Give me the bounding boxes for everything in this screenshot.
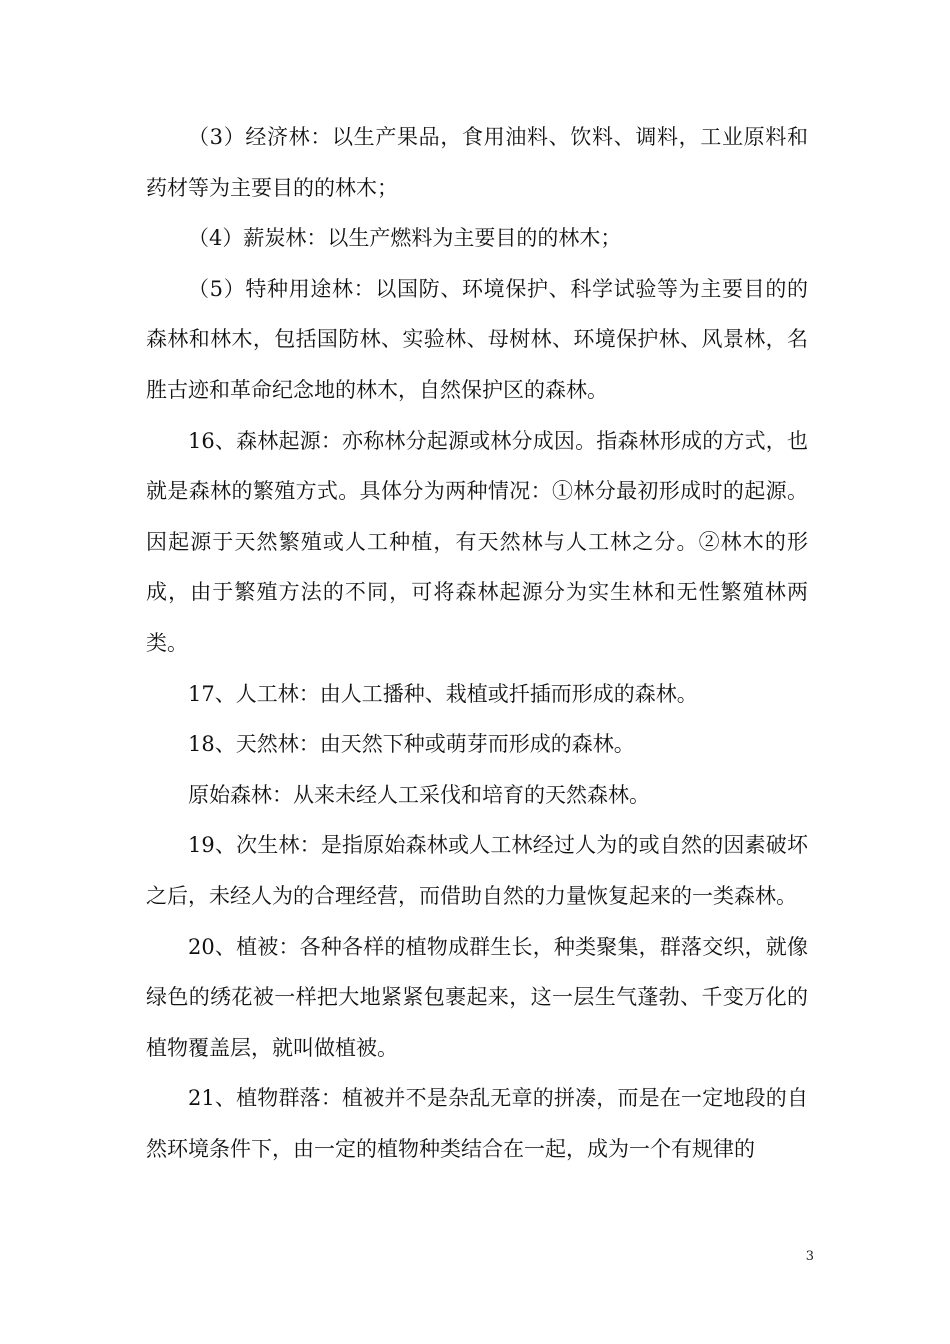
page-number: 3 [805, 1249, 814, 1264]
paragraph-special-purpose-forest: （5）特种用途林：以国防、环境保护、科学试验等为主要目的的森林和林木，包括国防林、实验林、母树林、环境保护林、风景林，名胜古迹和革命纪念地的林木，自然保护区的森林。 [146, 276, 808, 402]
paragraph-fuel-forest: （4）薪炭林：以生产燃料为主要目的的林木； [188, 226, 622, 251]
paragraph-plant-community: 21、植物群落：植被并不是杂乱无章的拼凑，而是在一定地段的自然环境条件下，由一定的植物种类结合在一起，成为一个有规律的 [146, 1086, 808, 1161]
document-body [146, 112, 808, 1174]
paragraph-vegetation: 20、植被：各种各样的植物成群生长，种类聚集，群落交织，就像绿色的绣花被一样把大地紧紧包裹起来，这一层生气蓬勃、千变万化的植物覆盖层，就叫做植被。 [146, 934, 808, 1060]
paragraph-primeval-forest: 原始森林：从来未经人工采伐和培育的天然森林。 [188, 782, 650, 807]
paragraph-natural-forest: 18、天然林：由天然下种或萌芽而形成的森林。 [188, 732, 635, 757]
paragraph-secondary-forest: 19、次生林：是指原始森林或人工林经过人为的或自然的因素破坏之后，未经人为的合理经营，而借助自然的力量恢复起来的一类森林。 [146, 833, 808, 908]
paragraph-forest-origin: 16、森林起源：亦称林分起源或林分成因。指森林形成的方式，也就是森林的繁殖方式。具体分为两种情况：①林分最初形成时的起源。因起源于天然繁殖或人工种植，有天然林与人工林之分。②林木的形成，由于繁殖方法的不同，可将森林起源分为实生林和无性繁殖林两类。 [146, 428, 808, 655]
paragraph-plantation-forest: 17、人工林：由人工播种、栽植或扦插而形成的森林。 [188, 681, 698, 706]
paragraph-economic-forest: （3）经济林：以生产果品，食用油料、饮料、调料，工业原料和药材等为主要目的的林木； [146, 125, 808, 200]
